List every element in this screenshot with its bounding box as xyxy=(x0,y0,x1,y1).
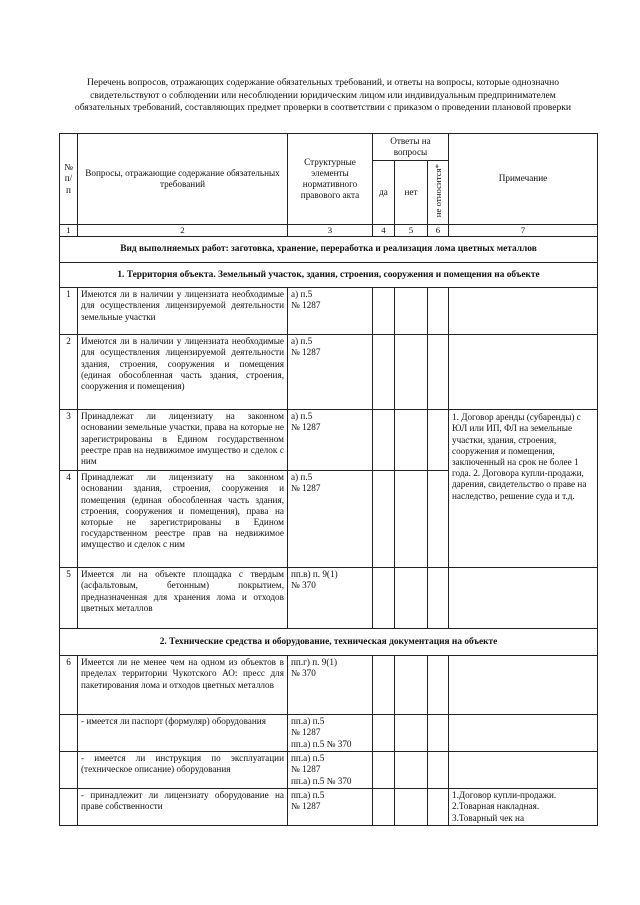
header-question: Вопросы, отражающие содержание обязательных требований xyxy=(78,134,288,225)
row-question: Принадлежат ли лицензиату на законном основании здания, строения, сооружения и помещения (единая обособленная часть здания, строения, сооружения и помещения), права на которые не зарегистрированы в Едином государственном реестре прав на недвижимое имущество и сделок с ним xyxy=(78,471,288,568)
row-number: 4 xyxy=(60,471,78,568)
row-question: Имеется ли на объекте площадка с твердым (асфальтовым, бетонным) покрытием, предназначенная для хранения лома и отходов цветных металлов xyxy=(78,568,288,629)
row-elements: а) п.5 № 1287 xyxy=(288,410,373,471)
row-elements: пп.а) п.5 № 1287 xyxy=(288,789,373,826)
col-number: 5 xyxy=(395,225,428,237)
row-note xyxy=(449,715,598,752)
answer-na[interactable] xyxy=(428,410,449,471)
answer-yes[interactable] xyxy=(373,656,395,715)
answer-yes[interactable] xyxy=(373,789,395,826)
answer-yes[interactable] xyxy=(373,471,395,568)
answer-no[interactable] xyxy=(395,715,428,752)
row-elements: а) п.5 № 1287 xyxy=(288,335,373,410)
answer-no[interactable] xyxy=(395,288,428,335)
answer-na[interactable] xyxy=(428,715,449,752)
table-row xyxy=(60,656,598,715)
row-elements: пп.в) п. 9(1) № 370 xyxy=(288,568,373,629)
header-elements: Структурные элементы нормативного правового акта xyxy=(288,134,373,225)
answer-na[interactable] xyxy=(428,471,449,568)
row-elements: пп.а) п.5 № 1287 пп.а) п.5 № 370 xyxy=(288,752,373,789)
header-yes: да xyxy=(373,161,395,225)
row-number: 1 xyxy=(60,288,78,335)
row-question: Имеются ли в наличии у лицензиата необходимые для осуществления лицензируемой деятельности земельные участки xyxy=(78,288,288,335)
row-elements: пп.а) п.5 № 1287 пп.а) п.5 № 370 xyxy=(288,715,373,752)
answer-no[interactable] xyxy=(395,656,428,715)
col-number: 3 xyxy=(288,225,373,237)
document-title: Перечень вопросов, отражающих содержание обязательных требований, и ответы на вопросы, которые однозначно свидетельствуют о соблюдении или несоблюдении юридическим лицом или индивидуальным предпринимателем обязательных требований, составляющих предмет проверки в соответствии с приказом о проведении плановой проверки xyxy=(74,77,572,113)
answer-no[interactable] xyxy=(395,335,428,410)
row-number xyxy=(60,752,78,789)
answer-yes[interactable] xyxy=(373,752,395,789)
answer-no[interactable] xyxy=(395,471,428,568)
table-row xyxy=(60,715,598,752)
row-elements: а) п.5 № 1287 xyxy=(288,471,373,568)
answer-no[interactable] xyxy=(395,752,428,789)
table-row xyxy=(60,568,598,629)
row-number: 2 xyxy=(60,335,78,410)
row-note: 1.Договор купли-продажи. 2.Товарная накладная. 3.Товарный чек на xyxy=(449,789,598,826)
work-type-row xyxy=(60,237,598,263)
header-answers: Ответы на вопросы xyxy=(373,134,449,161)
answer-yes[interactable] xyxy=(373,568,395,629)
row-number xyxy=(60,715,78,752)
header-na-cell xyxy=(428,161,449,225)
answer-yes[interactable] xyxy=(373,410,395,471)
answer-na[interactable] xyxy=(428,568,449,629)
answer-na[interactable] xyxy=(428,288,449,335)
row-question: - принадлежит ли лицензиату оборудование на праве собственности xyxy=(78,789,288,826)
row-note xyxy=(449,288,598,335)
requirements-table xyxy=(59,133,598,826)
header-no: нет xyxy=(395,161,428,225)
answer-na[interactable] xyxy=(428,335,449,410)
answer-no[interactable] xyxy=(395,410,428,471)
row-note: 1. Договор аренды (субаренды) с ЮЛ или ИП, ФЛ на земельные участки, здания, строения, сооружения и помещения, заключенный на срок не более 1 года. 2. Договора купли-продажи, дарения, свидетельство о праве на наследство, решение суда и т.д. xyxy=(449,410,598,568)
answer-yes[interactable] xyxy=(373,335,395,410)
table-row xyxy=(60,288,598,335)
answer-no[interactable] xyxy=(395,568,428,629)
col-number: 6 xyxy=(428,225,449,237)
answer-yes[interactable] xyxy=(373,288,395,335)
header-note: Примечание xyxy=(449,134,598,225)
header-num: № п/п xyxy=(60,134,78,225)
work-type: Вид выполняемых работ: заготовка, хранение, переработка и реализация лома цветных металлов xyxy=(60,237,598,263)
section-title-1: 1. Территория объекта. Земельный участок, здания, строения, сооружения и помещения на объекте xyxy=(60,263,598,288)
section-row xyxy=(60,629,598,656)
row-number xyxy=(60,789,78,826)
answer-na[interactable] xyxy=(428,752,449,789)
col-number: 1 xyxy=(60,225,78,237)
answer-na[interactable] xyxy=(428,656,449,715)
row-note xyxy=(449,656,598,715)
row-note xyxy=(449,568,598,629)
row-elements: а) п.5 № 1287 xyxy=(288,288,373,335)
row-number: 6 xyxy=(60,656,78,715)
column-numbers-row xyxy=(60,225,598,237)
row-note xyxy=(449,752,598,789)
answer-no[interactable] xyxy=(395,789,428,826)
row-elements: пп.г) п. 9(1) № 370 xyxy=(288,656,373,715)
answer-yes[interactable] xyxy=(373,715,395,752)
section-title-2: 2. Технические средства и оборудование, техническая документация на объекте xyxy=(60,629,598,656)
header-na: не относится* xyxy=(433,164,443,218)
table-row xyxy=(60,789,598,826)
row-number: 3 xyxy=(60,410,78,471)
table-header-row xyxy=(60,134,598,161)
row-question: Принадлежат ли лицензиату на законном основании земельные участки, права на которые не зарегистрированы в Едином государственном реестре прав на недвижимое имущество и сделок с ним xyxy=(78,410,288,471)
col-number: 4 xyxy=(373,225,395,237)
row-question: - имеется ли инструкция по эксплуатации (техническое описание) оборудования xyxy=(78,752,288,789)
table-row xyxy=(60,752,598,789)
answer-na[interactable] xyxy=(428,789,449,826)
row-question: - имеется ли паспорт (формуляр) оборудования xyxy=(78,715,288,752)
row-question: Имеются ли в наличии у лицензиата необходимые для осуществления лицензируемой деятельности здания, строения, сооружения и помещения (единая обособленная часть здания, строения, сооружения и помещения) xyxy=(78,335,288,410)
table-row xyxy=(60,335,598,410)
section-row xyxy=(60,263,598,288)
col-number: 2 xyxy=(78,225,288,237)
row-question: Имеется ли не менее чем на одном из объектов в пределах территории Чукотского АО: пресс для пакетирования лома и отходов цветных металлов xyxy=(78,656,288,715)
col-number: 7 xyxy=(449,225,598,237)
row-number: 5 xyxy=(60,568,78,629)
table-row xyxy=(60,410,598,471)
row-note xyxy=(449,335,598,410)
